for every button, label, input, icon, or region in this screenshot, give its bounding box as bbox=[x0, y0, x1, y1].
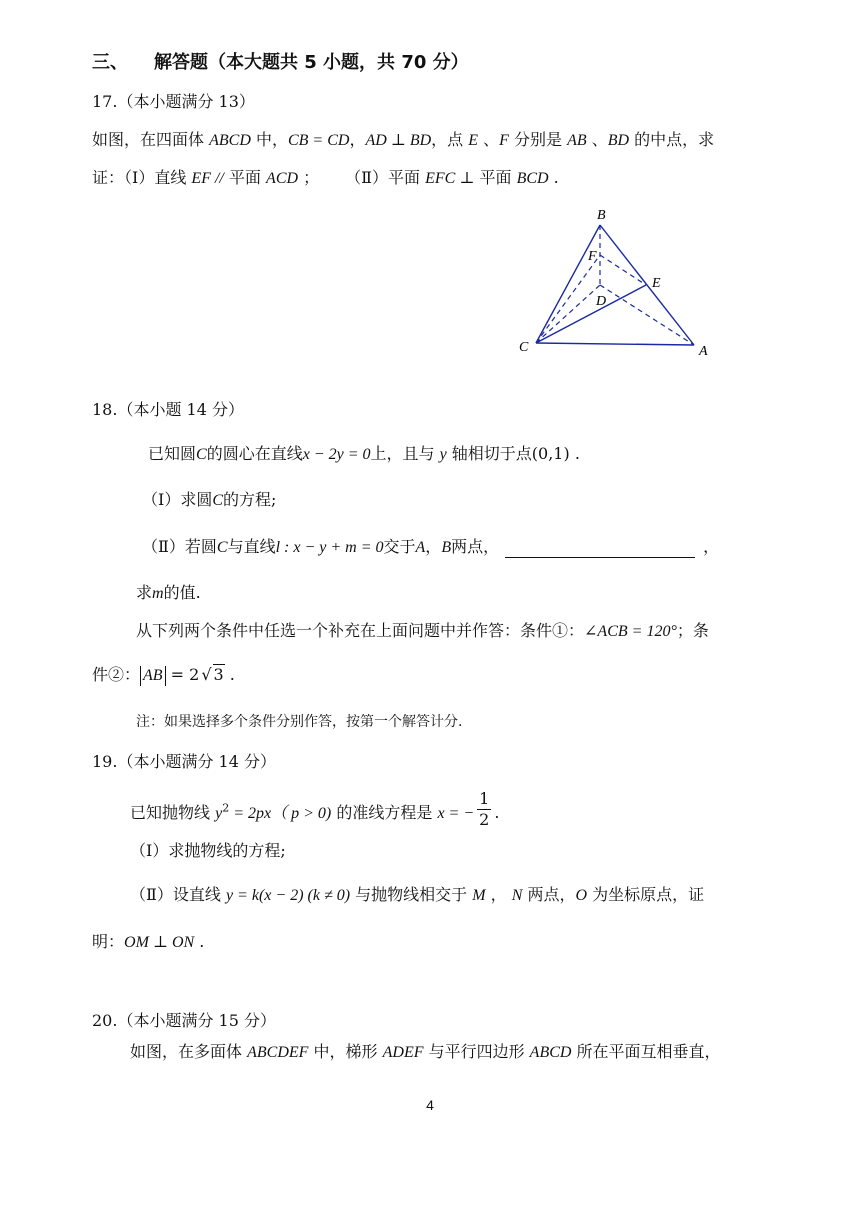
label-a: A bbox=[699, 344, 708, 359]
q18-conditions bbox=[136, 621, 709, 642]
label-e: E bbox=[652, 276, 661, 291]
q18-text: 轴相切于点 bbox=[446, 444, 532, 463]
q19-y: y bbox=[215, 805, 223, 822]
q17-ad-bd: AD ⊥ BD bbox=[365, 132, 432, 149]
q19-text: 两点， bbox=[522, 885, 576, 904]
q18-text: （Ⅰ）求圆 bbox=[142, 490, 213, 509]
q17-bcd: BCD bbox=[516, 170, 549, 187]
page-number: 4 bbox=[426, 1097, 434, 1113]
q17-text: 平面 bbox=[223, 168, 267, 187]
q19-text: 与抛物线相交于 bbox=[350, 885, 473, 904]
q19-part1: （Ⅰ）求抛物线的方程; bbox=[130, 841, 286, 860]
q18-circle: C bbox=[216, 539, 228, 556]
label-f: F bbox=[588, 249, 597, 264]
q17-text: 平面 bbox=[474, 168, 517, 187]
q18-text: 求 bbox=[136, 583, 153, 602]
q19-exponent: 2 bbox=[222, 801, 230, 815]
q17-stem bbox=[92, 130, 714, 151]
q19-line-k: y = k(x − 2) (k ≠ 0) bbox=[225, 887, 351, 904]
q17-header: 17.（本小题满分 13） bbox=[92, 92, 255, 111]
q17-text: 、 bbox=[478, 130, 500, 149]
q18-condition-1: ∠ACB = 120° bbox=[584, 623, 677, 640]
q20-trapezoid: ADEF bbox=[382, 1044, 424, 1061]
q17-text: （Ⅱ）平面 bbox=[345, 168, 426, 187]
q20-header: 20.（本小题满分 15 分） bbox=[92, 1011, 276, 1030]
q18-part2 bbox=[142, 537, 719, 558]
q17-efc: EFC ⊥ bbox=[425, 170, 475, 187]
q20-text: 如图，在多面体 bbox=[130, 1042, 248, 1061]
q17-acd: ACD bbox=[266, 170, 299, 187]
q20-text: 所在平面互相垂直， bbox=[571, 1042, 721, 1061]
q18-stem bbox=[148, 444, 580, 465]
q17-text: 分别是 bbox=[508, 130, 568, 149]
edge-fe bbox=[600, 255, 646, 285]
q18-text: 的值. bbox=[163, 583, 201, 602]
q18-line-l: l : x − y + m = 0 bbox=[275, 539, 384, 556]
q19-text: （Ⅱ）设直线 bbox=[130, 885, 226, 904]
q17-text: 证：（Ⅰ）直线 bbox=[92, 168, 192, 187]
q17-text: 、 bbox=[586, 130, 608, 149]
q17-text: ， bbox=[349, 130, 366, 149]
label-d: D bbox=[596, 294, 607, 309]
q17-text: . bbox=[548, 168, 559, 187]
q19-text: 明： bbox=[92, 932, 125, 951]
q20-polyhedron: ABCDEF bbox=[247, 1044, 309, 1061]
q18-text: 的圆心在直线 bbox=[206, 444, 303, 463]
q19-proof bbox=[92, 932, 204, 953]
q18-text: = 2 bbox=[165, 665, 200, 684]
label-c: C bbox=[519, 340, 529, 355]
edge-bc bbox=[536, 225, 600, 343]
q18-part1 bbox=[142, 490, 276, 511]
q17-proof-line bbox=[92, 168, 559, 189]
section-number: 三、 bbox=[92, 52, 128, 73]
q18-text: 交于 bbox=[383, 537, 416, 556]
q18-text: 件②： bbox=[92, 665, 141, 684]
q19-text: 为坐标原点，证 bbox=[587, 885, 705, 904]
q19-eq: = 2px bbox=[229, 805, 272, 822]
q17-text: ，点 bbox=[431, 130, 469, 149]
q19-point-o: O bbox=[575, 887, 588, 904]
q18-condition-2-line: 件②： AB = 2 √ 3 . bbox=[92, 665, 235, 684]
q18-ab-abs: AB bbox=[140, 666, 166, 686]
q18-point-b: B bbox=[441, 539, 452, 556]
q18-circle: C bbox=[212, 492, 223, 509]
q18-point-a: A bbox=[415, 539, 426, 556]
q19-point-m: M bbox=[472, 887, 486, 904]
answer-blank[interactable] bbox=[505, 541, 695, 558]
q20-text: 中，梯形 bbox=[308, 1042, 383, 1061]
q19-header: 19.（本小题满分 14 分） bbox=[92, 752, 276, 771]
q19-x-eq: x = − bbox=[437, 805, 475, 822]
tetrahedron-figure bbox=[500, 205, 730, 365]
q19-text: 的准线方程是 bbox=[331, 803, 438, 822]
q18-text: 已知圆 bbox=[148, 444, 197, 463]
q19-text: 已知抛物线 bbox=[130, 803, 216, 822]
q18-text: ， bbox=[425, 537, 442, 556]
edge-ca bbox=[536, 343, 694, 345]
q18-y-axis: y bbox=[439, 446, 447, 463]
section-heading bbox=[92, 53, 469, 73]
q18-text: 从下列两个条件中任选一个补充在上面问题中并作答：条件①： bbox=[136, 621, 585, 640]
q19-text: . bbox=[494, 803, 500, 822]
q17-text: 的中点，求 bbox=[629, 130, 715, 149]
q18-text: （Ⅱ）若圆 bbox=[142, 537, 217, 556]
q17-point-f: F bbox=[499, 132, 509, 149]
q18-text: 两点， bbox=[451, 537, 500, 556]
q17-tetra: ABCD bbox=[209, 132, 251, 149]
q18-point: (0,1) bbox=[531, 444, 570, 463]
edge-ba bbox=[600, 225, 694, 345]
q18-circle: C bbox=[196, 446, 207, 463]
q19-frac-num: 1 bbox=[479, 789, 490, 808]
q18-text: ， bbox=[703, 537, 720, 556]
q18-text: . bbox=[569, 444, 580, 463]
q19-proof-eq: OM ⊥ ON bbox=[124, 934, 195, 951]
q17-text: 如图，在四面体 bbox=[92, 130, 210, 149]
q19-fraction bbox=[477, 789, 491, 830]
q19-condition: （ p > 0) bbox=[271, 805, 332, 822]
q18-sqrt: 3 bbox=[213, 665, 224, 684]
q18-text: 上，且与 bbox=[370, 444, 440, 463]
q20-text: 与平行四边形 bbox=[423, 1042, 530, 1061]
q19-text: . bbox=[194, 932, 205, 951]
q19-stem bbox=[130, 789, 500, 834]
q20-stem bbox=[130, 1042, 721, 1063]
q18-text: ；条 bbox=[676, 621, 709, 640]
edge-cf bbox=[536, 255, 600, 343]
q17-cb-cd: CB = CD bbox=[287, 132, 350, 149]
q20-parallelogram: ABCD bbox=[529, 1044, 572, 1061]
q19-part2 bbox=[130, 885, 704, 906]
q18-ask bbox=[136, 583, 201, 604]
q18-text: 与直线 bbox=[227, 537, 276, 556]
q17-text: 中， bbox=[250, 130, 288, 149]
q18-note: 注：如果选择多个条件分别作答，按第一个解答计分. bbox=[136, 714, 463, 730]
q17-ef: EF // bbox=[191, 170, 224, 187]
q18-line-eq: x − 2y = 0 bbox=[302, 446, 371, 463]
label-b: B bbox=[597, 208, 606, 223]
edge-da bbox=[600, 285, 694, 345]
q17-point-e: E bbox=[468, 132, 479, 149]
q18-text: . bbox=[224, 665, 235, 684]
q18-m: m bbox=[152, 585, 164, 602]
q19-frac-den: 2 bbox=[479, 810, 490, 829]
q17-text: ； bbox=[298, 168, 320, 187]
q17-bd: BD bbox=[607, 132, 630, 149]
q19-text: ， bbox=[485, 885, 512, 904]
q17-ab: AB bbox=[567, 132, 587, 149]
q19-point-n: N bbox=[511, 887, 523, 904]
section-title: 解答题（本大题共 5 小题，共 70 分） bbox=[154, 52, 469, 73]
q18-text: 的方程; bbox=[223, 490, 277, 509]
q18-header: 18.（本小题 14 分） bbox=[92, 400, 244, 419]
